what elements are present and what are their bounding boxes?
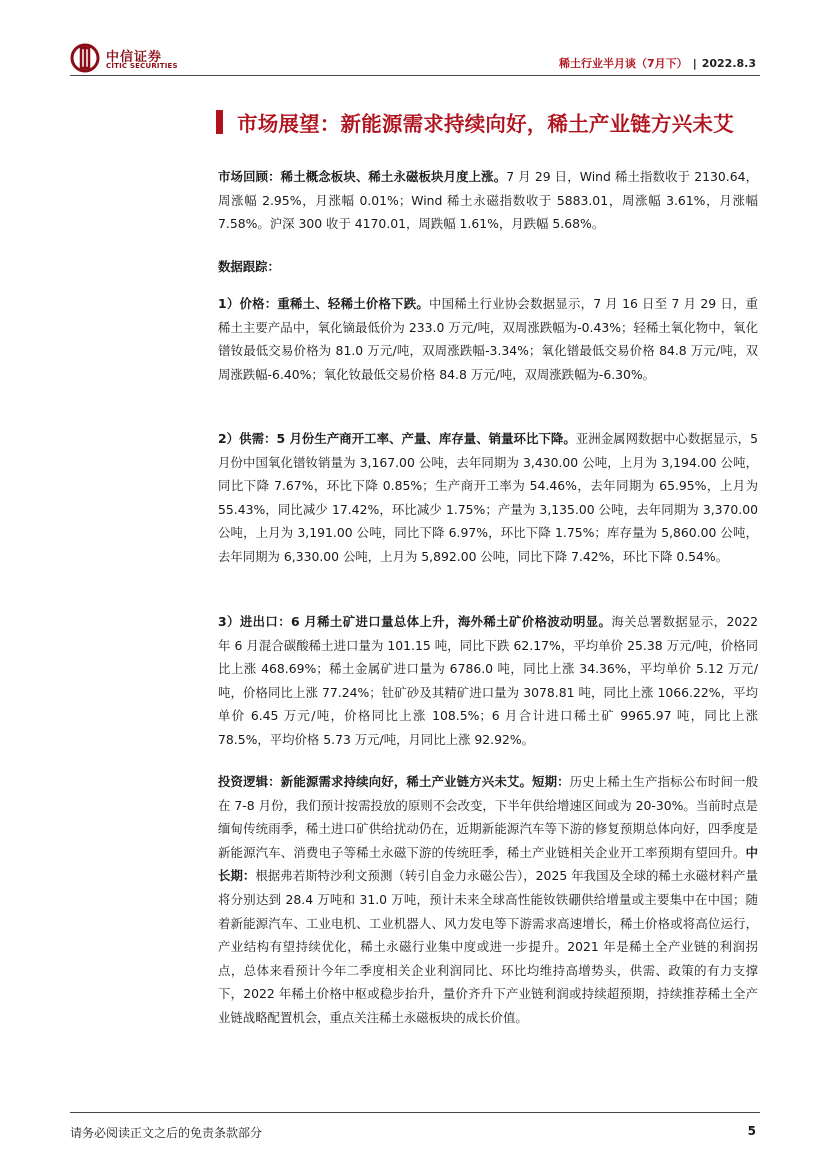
- data-tracking-lead: 数据跟踪：: [218, 259, 280, 274]
- import-export-lead: 3）进出口：6 月稀土矿进口量总体上升，海外稀土矿价格波动明显。: [218, 614, 612, 629]
- logo-chinese-name: 中信证券: [106, 50, 163, 65]
- import-export-body: 海关总署数据显示，2022 年 6 月混合碳酸稀土进口量为 101.15 吨，同比下跌 62.17%，平均单价 25.38 万元/吨，价格同比上涨 468.69%；稀土金属矿进口量为 6786.0 吨，同比上涨 34.36%，平均单价 5.12 万元/吨，价格同比上涨 77.24%；钍矿砂及其精矿进口量为 3078.81 吨，同比上涨 1066.22%，平均单价 6.45 万元/吨，价格同比上涨 108.5%；6 月合计进口稀土矿 9965.97 吨，同比上涨 78.5%，平均价格 5.73 万元/吨，月同比上涨 92.92%。: [218, 614, 758, 747]
- market-review-lead: 市场回顾：稀土概念板块、稀土永磁板块月度上涨。: [218, 169, 507, 184]
- page-header: [0, 0, 827, 80]
- header-divider: [70, 75, 760, 76]
- price-paragraph: [218, 292, 758, 386]
- market-review-paragraph: [218, 165, 758, 236]
- import-export-paragraph: [218, 610, 758, 752]
- short-term-label: 短期：: [532, 774, 570, 789]
- long-term-label: 中长期：: [218, 844, 758, 884]
- investment-logic-lead: 投资逻辑：新能源需求持续向好，稀土产业链方兴未艾。: [218, 774, 533, 789]
- data-tracking-heading: [218, 255, 758, 279]
- heading-accent-bar: [216, 110, 223, 134]
- report-date: 2022.8.3: [701, 57, 756, 70]
- logo-english-name: CITIC SECURITIES: [106, 62, 178, 70]
- header-separator: |: [692, 57, 697, 70]
- section-heading: [216, 107, 761, 137]
- long-term-body: 根据弗若斯特沙利文预测（转引自金力永磁公告），2025 年我国及全球的稀土永磁材料产量将分别达到 28.4 万吨和 31.0 万吨，预计未来全球高性能钕铁硼供给增量或主要集中在中国；随着新能源汽车、工业电机、工业机器人、风力发电等下游需求高速增长，稀土价格或将高位运行，产业结构有望持续优化，稀土永磁行业集中度或进一步提升。2021 年是稀土全产业链的利润拐点，总体来看预计今年二季度相关企业利润同比、环比均维持高增势头，供需、政策的有力支撑下，2022 年稀土价格中枢或稳步抬升，量价齐升下产业链利润或持续超预期，持续推荐稀土全产业链战略配置机会，重点关注稀土永磁板块的成长价值。: [218, 868, 758, 1025]
- supply-demand-body: 亚洲金属网数据中心数据显示，5 月份中国氧化镨钕销量为 3,167.00 公吨，去年同期为 3,430.00 公吨，上月为 3,194.00 公吨，同比下降 7.67%，环比下降 0.85%；生产商开工率为 54.46%，去年同期为 65.95%，上月为 55.43%，同比减少 17.42%，环比减少 1.75%；产量为 3,135.00 公吨，去年同期为 3,370.00 公吨，上月为 3,191.00 公吨，同比下降 6.97%，环比下降 1.75%；库存量为 5,860.00 公吨，去年同期为 6,330.00 公吨，上月为 5,892.00 公吨，同比下降 7.42%，环比下降 0.54%。: [218, 431, 758, 564]
- supply-demand-paragraph: [218, 427, 758, 569]
- footer-divider: [70, 1112, 760, 1113]
- report-title: 稀土行业半月谈（7月下）: [559, 57, 688, 70]
- citic-logo-icon: [70, 43, 100, 73]
- price-lead: 1）价格：重稀土、轻稀土价格下跌。: [218, 296, 429, 311]
- page-number: 5: [747, 1124, 756, 1138]
- investment-logic-paragraph: [218, 770, 758, 1030]
- short-term-body: 历史上稀土生产指标公布时间一般在 7-8 月份，我们预计按需投放的原则不会改变，下半年供给增速区间或为 20-30%。当前时点是缅甸传统雨季，稀土进口矿供给扰动仍在，近期新能源汽车等下游的修复预期总体向好，四季度是新能源汽车、消费电子等稀土永磁下游的传统旺季，稀土产业链相关企业开工率预期有望回升。: [218, 774, 759, 860]
- header-report-info: [559, 55, 756, 71]
- supply-demand-lead: 2）供需：5 月份生产商开工率、产量、库存量、销量环比下降。: [218, 431, 576, 446]
- market-review-body: 7 月 29 日，Wind 稀土指数收于 2130.64，周涨幅 2.95%，月涨幅 0.01%；Wind 稀土永磁指数收于 5883.01，周涨幅 3.61%，月涨幅 7.58%。沪深 300 收于 4170.01，周跌幅 1.61%，月跌幅 5.68%。: [218, 169, 758, 232]
- price-body: 中国稀土行业协会数据显示，7 月 16 日至 7 月 29 日，重稀土主要产品中，氧化镝最低价为 233.0 万元/吨，双周涨跌幅为-0.43%；轻稀土氧化物中，氧化镨钕最低交易价格为 81.0 万元/吨，双周涨跌幅-3.34%；氧化镨最低交易价格 84.8 万元/吨，双周涨跌幅-6.40%；氧化钕最低交易价格 84.8 万元/吨，双周涨跌幅为-6.30%。: [218, 296, 758, 382]
- section-title: 市场展望：新能源需求持续向好，稀土产业链方兴未艾: [237, 112, 734, 136]
- footer-disclaimer: 请务必阅读正文之后的免责条款部分: [70, 1126, 263, 1140]
